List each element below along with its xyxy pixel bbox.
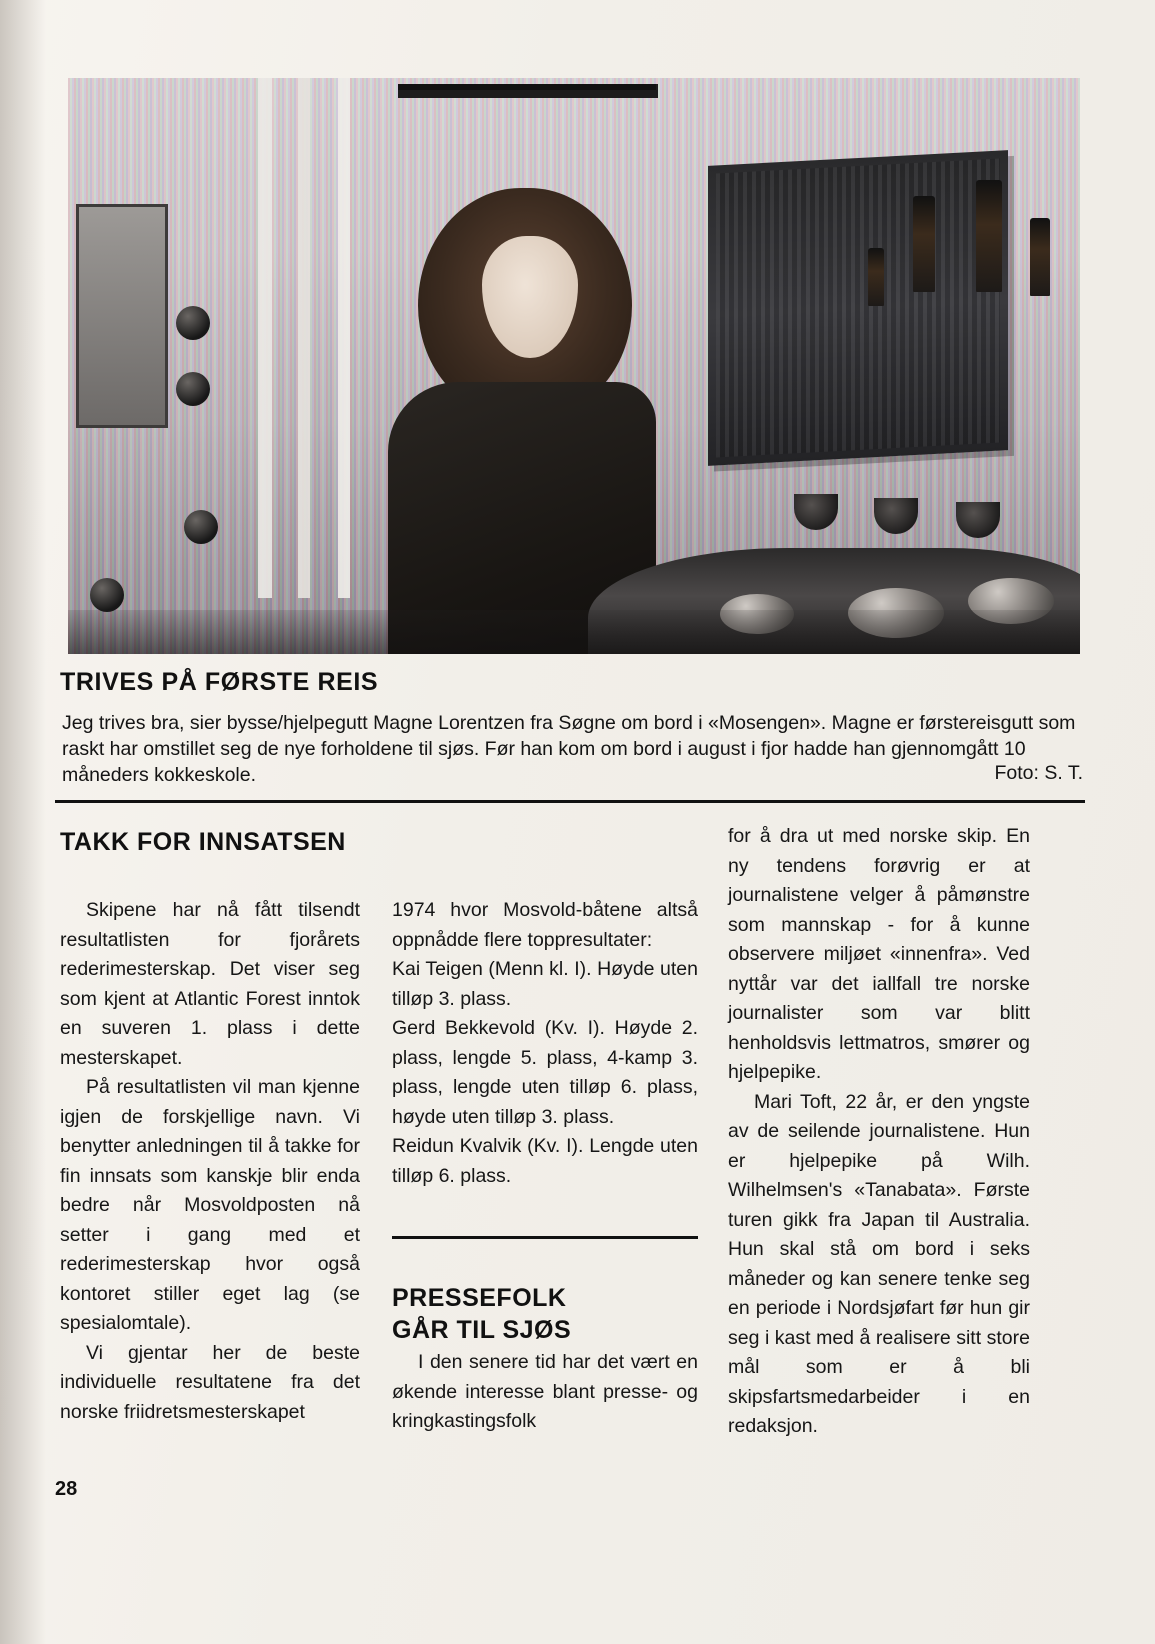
photo-wall-unit (76, 204, 168, 428)
section-title-pressefolk (392, 1282, 571, 1346)
body-column-3 (728, 822, 1030, 1442)
photo-caption-body: Jeg trives bra, sier bysse/hjelpegutt Magne Lorentzen fra Søgne om bord i «Mosengen». Magne er førstereisgutt som raskt har omstillet seg de nye forholdene til sjøs. Før han kom om bord i august i fjor hadde han gjennomgått 10 måneders kokkeskole. (62, 712, 1076, 786)
result-entry: Gerd Bekkevold (Kv. I). Høyde 2. plass, lengde 5. plass, 4-kamp 3. plass, lengde uten tilløp 6. plass, høyde uten tilløp 3. plass. (392, 1017, 698, 1128)
paragraph: Skipene har nå fått tilsendt resultatlisten for fjorårets rederimesterskap. Det viser seg som kjent at Atlantic Forest inntok en suveren 1. plass i dette mesterskapet. (60, 899, 360, 1069)
result-entry: Reidun Kvalvik (Kv. I). Lengde uten tilløp 6. plass. (392, 1135, 698, 1187)
paragraph: 1974 hvor Mosvold-båtene altså oppnådde flere toppresultater: (392, 899, 698, 951)
photo-bottle (913, 196, 935, 292)
photo-caption-title: TRIVES PÅ FØRSTE REIS (60, 668, 379, 696)
section-title-line-2: GÅR TIL SJØS (392, 1316, 572, 1344)
section-divider (55, 800, 1085, 803)
photo-foreground-shadow (68, 610, 1080, 654)
photo-ceiling-rail-shadow (398, 84, 656, 90)
body-column-1 (60, 896, 360, 1427)
column-divider (392, 1236, 698, 1239)
photo-shelf-unit (708, 150, 1008, 466)
photo-valve-knob (90, 578, 124, 612)
paragraph: for å dra ut med norske skip. En ny tendens forøvrig er at journalistene velger å påmønstre som mannskap - for å kunne observere miljøet «innenfra». Ved nyttår var det iallfall tre norske journalister som var blitt henholdsvis lettmatros, smører og hjelpepike. (728, 825, 1030, 1083)
article-photo (68, 78, 1080, 654)
paragraph: I den senere tid har det vært en økende interesse blant presse- og kringkastingsfolk (392, 1351, 698, 1432)
paragraph: Mari Toft, 22 år, er den yngste av de seilende journalistene. Hun er hjelpepike på Wilh. Wilhelmsen's «Tanabata». Første turen gikk fra Japan til Australia. Hun skal stå om bord i seks måneder og kan senere tenke seg en periode i Nordsjøfart før hun gir seg i kast med å realisere sitt store mål som er å bli skipsfartsmedarbeider i en redaksjon. (728, 1090, 1030, 1437)
photo-valve-knob (184, 510, 218, 544)
page-edge-shadow (0, 0, 46, 1644)
photo-valve-knob (176, 306, 210, 340)
photo-valve-knob (176, 372, 210, 406)
photo-person (354, 170, 684, 640)
result-entry: Kai Teigen (Menn kl. I). Høyde uten tilløp 3. plass. (392, 958, 698, 1010)
paragraph: På resultatlisten vil man kjenne igjen de forskjellige navn. Vi benytter anledningen til å takke for fin innsats som kanskje blir enda bedre når Mosvoldposten nå setter i gang med et rederimesterskap hvor også kontoret stiller eget lag (se spesialomtale). (60, 1076, 360, 1334)
section-title-line-1: PRESSEFOLK (392, 1284, 567, 1312)
paragraph: Vi gjentar her de beste individuelle resultatene fra det norske friidretsmesterskapet (60, 1341, 360, 1423)
photo-bottle (1030, 218, 1050, 296)
photo-image (68, 78, 1080, 654)
page-number: 28 (55, 1478, 78, 1500)
photo-bottle (868, 248, 884, 306)
photo-credit: Foto: S. T. (994, 762, 1083, 784)
body-column-2 (392, 896, 698, 1191)
photo-bottle (976, 180, 1002, 292)
section-title-takk: TAKK FOR INNSATSEN (60, 828, 346, 856)
body-column-2-lower (392, 1348, 698, 1437)
